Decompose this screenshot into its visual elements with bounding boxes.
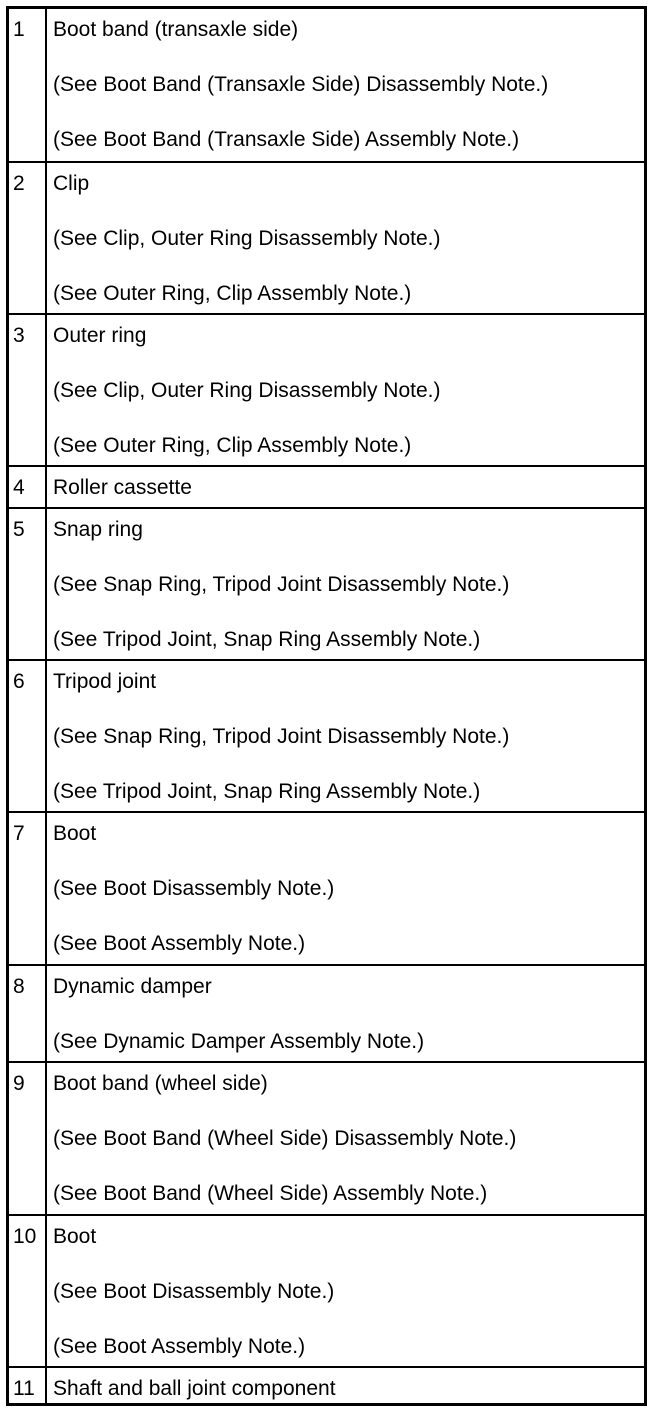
row-content [47, 813, 644, 964]
row-content [47, 9, 644, 161]
row-number: 9 [9, 1063, 47, 1214]
table-row [9, 964, 644, 1061]
row-number: 10 [9, 1216, 47, 1366]
table-row [9, 1214, 644, 1366]
table-row [9, 1366, 644, 1403]
assembly-note-ref: (See Boot Band (Wheel Side) Assembly Note.) [53, 1182, 488, 1205]
disassembly-note-ref: (See Boot Disassembly Note.) [53, 877, 335, 900]
disassembly-note-ref: (See Clip, Outer Ring Disassembly Note.) [53, 379, 441, 402]
component-name: Shaft and ball joint component [53, 1377, 336, 1400]
assembly-note-ref: (See Outer Ring, Clip Assembly Note.) [53, 282, 412, 305]
components-table [6, 6, 647, 1406]
component-name: Boot band (wheel side) [53, 1072, 268, 1095]
row-content [47, 661, 644, 811]
disassembly-note-ref: (See Clip, Outer Ring Disassembly Note.) [53, 227, 441, 250]
row-number: 11 [9, 1368, 47, 1403]
component-name: Clip [53, 172, 90, 195]
table-row [9, 9, 644, 161]
row-number: 3 [9, 315, 47, 465]
table-row [9, 507, 644, 659]
table-row [9, 465, 644, 507]
disassembly-note-ref: (See Boot Band (Wheel Side) Disassembly Note.) [53, 1127, 517, 1150]
assembly-note-ref: (See Boot Assembly Note.) [53, 932, 306, 955]
row-content [47, 1063, 644, 1214]
row-content [47, 966, 644, 1061]
component-name: Roller cassette [53, 476, 192, 499]
table-row [9, 313, 644, 465]
disassembly-note-ref: (See Boot Disassembly Note.) [53, 1280, 335, 1303]
row-content [47, 467, 644, 507]
component-name: Boot band (transaxle side) [53, 18, 299, 41]
assembly-note-ref: (See Boot Assembly Note.) [53, 1335, 306, 1358]
component-name: Outer ring [53, 324, 147, 347]
component-name: Dynamic damper [53, 975, 212, 998]
assembly-note-ref: (See Outer Ring, Clip Assembly Note.) [53, 434, 412, 457]
assembly-note-ref: (See Tripod Joint, Snap Ring Assembly Note.) [53, 628, 481, 651]
row-number: 7 [9, 813, 47, 964]
assembly-note-ref: (See Tripod Joint, Snap Ring Assembly Note.) [53, 780, 481, 803]
assembly-note-ref: (See Boot Band (Transaxle Side) Assembly Note.) [53, 128, 520, 151]
row-content [47, 163, 644, 313]
disassembly-note-ref: (See Snap Ring, Tripod Joint Disassembly Note.) [53, 573, 510, 596]
table-row [9, 161, 644, 313]
component-name: Snap ring [53, 518, 143, 541]
table-row [9, 659, 644, 811]
table-row [9, 811, 644, 964]
component-name: Boot [53, 1225, 97, 1248]
row-number: 6 [9, 661, 47, 811]
row-number: 5 [9, 509, 47, 659]
disassembly-note-ref: (See Boot Band (Transaxle Side) Disassembly Note.) [53, 73, 549, 96]
disassembly-note-ref: (See Snap Ring, Tripod Joint Disassembly Note.) [53, 725, 510, 748]
row-number: 1 [9, 9, 47, 161]
table-row [9, 1061, 644, 1214]
component-name: Tripod joint [53, 670, 157, 693]
row-content [47, 1368, 644, 1403]
component-name: Boot [53, 822, 97, 845]
row-number: 4 [9, 467, 47, 507]
row-content [47, 315, 644, 465]
row-content [47, 509, 644, 659]
row-number: 2 [9, 163, 47, 313]
row-content [47, 1216, 644, 1366]
row-number: 8 [9, 966, 47, 1061]
assembly-note-ref: (See Dynamic Damper Assembly Note.) [53, 1030, 425, 1053]
